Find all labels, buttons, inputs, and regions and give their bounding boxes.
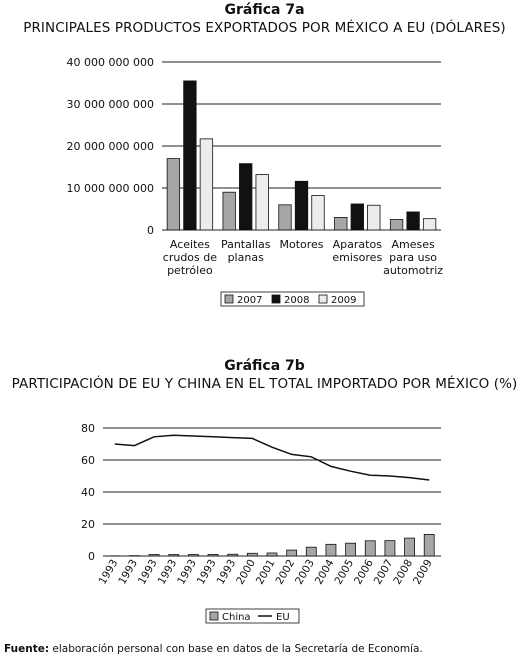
bar xyxy=(247,553,257,556)
source-text: elaboración personal con base en datos de la Secretaría de Economía. xyxy=(49,643,423,655)
x-tick-label: 1993 xyxy=(214,557,239,587)
figure-7a-title: PRINCIPALES PRODUCTOS EXPORTADOS POR MÉXICO A EU (DÓLARES) xyxy=(23,20,506,36)
bar xyxy=(267,553,277,556)
x-tick-label: 1993 xyxy=(116,557,141,587)
figure-7a-label: Gráfica 7a xyxy=(224,2,305,18)
bar xyxy=(365,541,375,556)
bar xyxy=(149,555,159,556)
x-tick-label: 1993 xyxy=(96,557,121,587)
legend-label: 2007 xyxy=(237,295,263,306)
x-category-label: crudos de xyxy=(162,251,218,264)
legend-label: 2009 xyxy=(331,295,357,306)
x-tick-label: 2006 xyxy=(352,557,376,587)
x-tick-label: 2000 xyxy=(234,557,258,587)
bar xyxy=(188,555,198,556)
x-tick-label: 2007 xyxy=(371,557,396,587)
bar xyxy=(326,544,336,556)
x-category-label: emisores xyxy=(332,251,383,264)
y-tick-label: 0 xyxy=(147,224,154,237)
bar xyxy=(424,534,434,556)
legend-label: China xyxy=(222,612,251,623)
series-line xyxy=(115,435,429,480)
x-tick-label: 1993 xyxy=(175,557,199,587)
x-tick-label: 2003 xyxy=(293,557,317,587)
x-category-label: automotriz xyxy=(383,264,444,277)
x-tick-label: 2008 xyxy=(391,557,416,587)
x-category-label: para uso xyxy=(389,251,438,264)
x-tick-label: 2009 xyxy=(411,557,435,587)
x-tick-label: 2001 xyxy=(253,557,278,587)
legend-swatch xyxy=(210,612,218,620)
x-tick-label: 2005 xyxy=(332,557,357,587)
x-category-label: Aparatos xyxy=(332,238,382,251)
bar xyxy=(228,554,238,556)
x-category-label: petróleo xyxy=(167,264,213,277)
y-tick-label: 20 000 000 000 xyxy=(66,140,154,153)
x-tick-label: 2004 xyxy=(312,557,337,587)
x-tick-label: 1993 xyxy=(135,557,160,587)
bar xyxy=(287,550,297,556)
x-tick-label: 1993 xyxy=(155,557,180,587)
x-category-label: Ameses xyxy=(391,238,435,251)
y-tick-label: 30 000 000 000 xyxy=(66,98,154,111)
figure-7b-title: PARTICIPACIÓN DE EU Y CHINA EN EL TOTAL IMPORTADO POR MÉXICO (%) xyxy=(11,376,518,392)
bar xyxy=(169,555,179,556)
x-tick-label: 2002 xyxy=(273,557,298,587)
y-tick-label: 60 xyxy=(81,454,95,467)
bar xyxy=(385,541,395,556)
bar xyxy=(405,538,415,556)
y-tick-label: 80 xyxy=(81,422,95,435)
y-tick-label: 20 xyxy=(81,518,95,531)
bar xyxy=(306,547,316,556)
y-tick-label: 40 000 000 000 xyxy=(66,56,154,69)
x-category-label: Aceites xyxy=(169,238,210,251)
x-tick-label: 1993 xyxy=(194,557,219,587)
legend-label: EU xyxy=(276,612,290,623)
x-category-label: planas xyxy=(227,251,264,264)
figure-7b-label: Gráfica 7b xyxy=(224,358,305,374)
source-label: Fuente: xyxy=(4,643,50,655)
bar xyxy=(346,543,356,556)
x-category-label: Motores xyxy=(279,238,324,251)
x-category-label: Pantallas xyxy=(220,238,271,251)
y-tick-label: 0 xyxy=(88,550,95,563)
bar xyxy=(208,554,218,556)
source-note xyxy=(4,643,423,655)
y-tick-label: 40 xyxy=(81,486,95,499)
legend-label: 2008 xyxy=(284,295,310,306)
y-tick-label: 10 000 000 000 xyxy=(66,182,154,195)
